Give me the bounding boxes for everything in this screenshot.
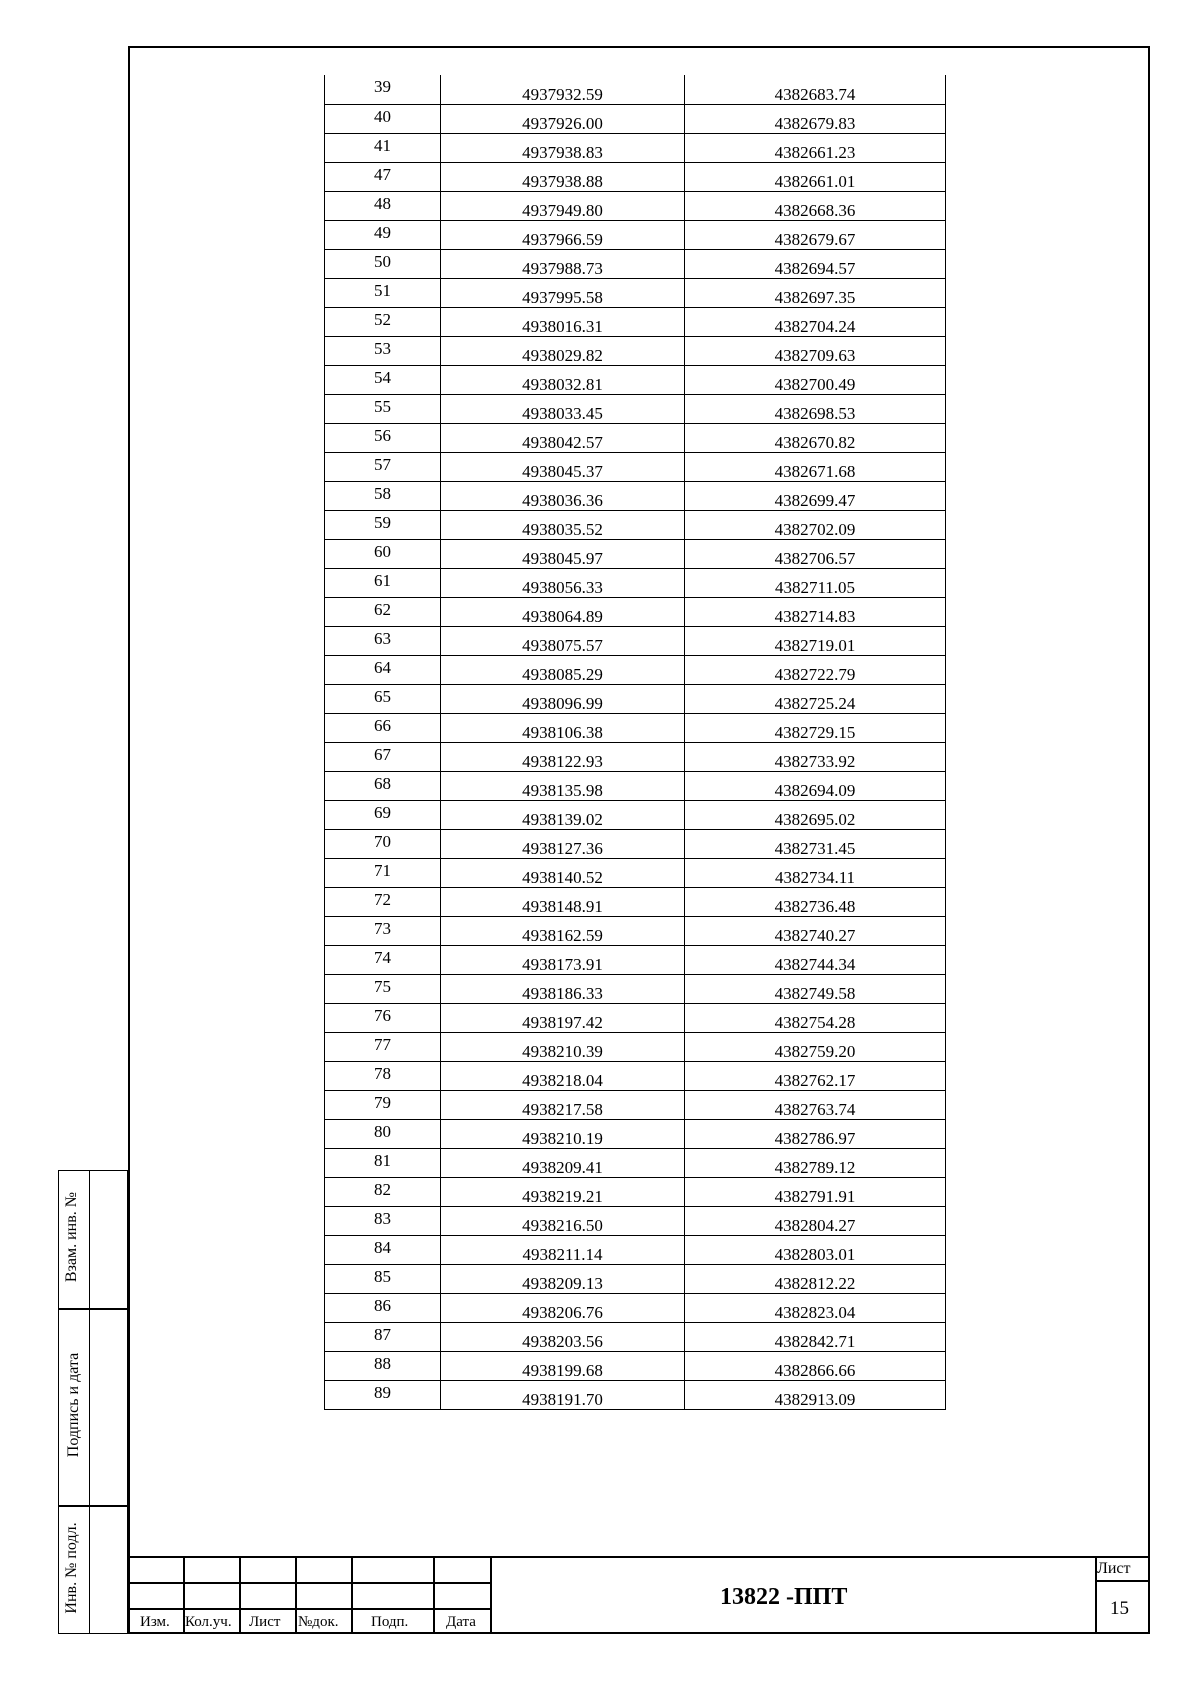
y-coordinate-cell: 4382913.09 [685, 1380, 946, 1409]
x-coordinate-cell: 4938197.42 [441, 1003, 685, 1032]
x-coordinate-cell: 4938199.68 [441, 1351, 685, 1380]
y-coordinate-cell: 4382733.92 [685, 742, 946, 771]
kol-uch-label: Кол.уч. [185, 1614, 232, 1630]
y-coordinate-cell: 4382697.35 [685, 278, 946, 307]
table-row [325, 191, 946, 220]
x-coordinate-cell: 4938209.41 [441, 1148, 685, 1177]
side-stamp-podpis-label: Подпись и дата [65, 1352, 82, 1458]
x-coordinate-cell: 4938135.98 [441, 771, 685, 800]
x-coordinate-cell: 4938042.57 [441, 423, 685, 452]
point-number-cell: 51 [325, 278, 441, 307]
y-coordinate-cell: 4382740.27 [685, 916, 946, 945]
point-number-cell: 79 [325, 1090, 441, 1119]
izm-label: Изм. [140, 1614, 170, 1630]
x-coordinate-cell: 4938029.82 [441, 336, 685, 365]
table-row [325, 1351, 946, 1380]
table-row [325, 510, 946, 539]
point-number-cell: 78 [325, 1061, 441, 1090]
x-coordinate-cell: 4938203.56 [441, 1322, 685, 1351]
table-row [325, 249, 946, 278]
y-coordinate-cell: 4382731.45 [685, 829, 946, 858]
point-number-cell: 71 [325, 858, 441, 887]
table-row [325, 800, 946, 829]
table-row [325, 1380, 946, 1409]
ndok-label: №док. [298, 1614, 339, 1630]
y-coordinate-cell: 4382661.01 [685, 162, 946, 191]
point-number-cell: 74 [325, 945, 441, 974]
y-coordinate-cell: 4382729.15 [685, 713, 946, 742]
y-coordinate-cell: 4382759.20 [685, 1032, 946, 1061]
point-number-cell: 76 [325, 1003, 441, 1032]
y-coordinate-cell: 4382671.68 [685, 452, 946, 481]
table-row [325, 162, 946, 191]
table-row [325, 1177, 946, 1206]
x-coordinate-cell: 4938064.89 [441, 597, 685, 626]
point-number-cell: 62 [325, 597, 441, 626]
side-divider [58, 1505, 128, 1507]
y-coordinate-cell: 4382866.66 [685, 1351, 946, 1380]
table-row [325, 945, 946, 974]
table-row [325, 1322, 946, 1351]
x-coordinate-cell: 4938036.36 [441, 481, 685, 510]
table-row [325, 684, 946, 713]
y-coordinate-cell: 4382736.48 [685, 887, 946, 916]
x-coordinate-cell: 4937926.00 [441, 104, 685, 133]
y-coordinate-cell: 4382725.24 [685, 684, 946, 713]
y-coordinate-cell: 4382722.79 [685, 655, 946, 684]
x-coordinate-cell: 4938045.37 [441, 452, 685, 481]
point-number-cell: 70 [325, 829, 441, 858]
list-label: Лист [249, 1614, 281, 1630]
x-coordinate-cell: 4938191.70 [441, 1380, 685, 1409]
point-number-cell: 89 [325, 1380, 441, 1409]
table-row [325, 133, 946, 162]
y-coordinate-cell: 4382679.83 [685, 104, 946, 133]
table-row [325, 742, 946, 771]
y-coordinate-cell: 4382706.57 [685, 539, 946, 568]
x-coordinate-cell: 4937988.73 [441, 249, 685, 278]
x-coordinate-cell: 4938216.50 [441, 1206, 685, 1235]
x-coordinate-cell: 4938217.58 [441, 1090, 685, 1119]
table-row [325, 278, 946, 307]
x-coordinate-cell: 4938210.19 [441, 1119, 685, 1148]
x-coordinate-cell: 4938035.52 [441, 510, 685, 539]
y-coordinate-cell: 4382762.17 [685, 1061, 946, 1090]
y-coordinate-cell: 4382700.49 [685, 365, 946, 394]
table-row [325, 655, 946, 684]
data-label: Дата [446, 1614, 476, 1630]
point-number-cell: 41 [325, 133, 441, 162]
title-block-col-line [433, 1556, 435, 1634]
x-coordinate-cell: 4938206.76 [441, 1293, 685, 1322]
title-block-top-line [128, 1556, 1150, 1558]
y-coordinate-cell: 4382670.82 [685, 423, 946, 452]
table-row [325, 916, 946, 945]
table-row [325, 104, 946, 133]
point-number-cell: 87 [325, 1322, 441, 1351]
title-block-col-line [490, 1556, 492, 1634]
sheet-label: Лист [1097, 1560, 1131, 1577]
x-coordinate-cell: 4937995.58 [441, 278, 685, 307]
point-number-cell: 69 [325, 800, 441, 829]
x-coordinate-cell: 4938085.29 [441, 655, 685, 684]
x-coordinate-cell: 4938045.97 [441, 539, 685, 568]
x-coordinate-cell: 4938173.91 [441, 945, 685, 974]
y-coordinate-cell: 4382683.74 [685, 75, 946, 104]
point-number-cell: 52 [325, 307, 441, 336]
side-divider [58, 1308, 128, 1310]
x-coordinate-cell: 4937938.83 [441, 133, 685, 162]
title-block-col-line [239, 1556, 241, 1634]
point-number-cell: 68 [325, 771, 441, 800]
x-coordinate-cell: 4937932.59 [441, 75, 685, 104]
table-row [325, 597, 946, 626]
podp-label: Подп. [371, 1614, 409, 1630]
point-number-cell: 77 [325, 1032, 441, 1061]
table-row [325, 452, 946, 481]
x-coordinate-cell: 4938016.31 [441, 307, 685, 336]
y-coordinate-cell: 4382711.05 [685, 568, 946, 597]
point-number-cell: 80 [325, 1119, 441, 1148]
title-block [128, 1556, 1150, 1634]
point-number-cell: 73 [325, 916, 441, 945]
x-coordinate-cell: 4937938.88 [441, 162, 685, 191]
y-coordinate-cell: 4382791.91 [685, 1177, 946, 1206]
table-row [325, 858, 946, 887]
point-number-cell: 53 [325, 336, 441, 365]
title-block-col-line [295, 1556, 297, 1634]
x-coordinate-cell: 4938218.04 [441, 1061, 685, 1090]
title-block-sheet-line [1095, 1580, 1150, 1582]
point-number-cell: 50 [325, 249, 441, 278]
table-row [325, 829, 946, 858]
y-coordinate-cell: 4382694.09 [685, 771, 946, 800]
table-row [325, 336, 946, 365]
x-coordinate-cell: 4938210.39 [441, 1032, 685, 1061]
x-coordinate-cell: 4938032.81 [441, 365, 685, 394]
x-coordinate-cell: 4938096.99 [441, 684, 685, 713]
point-number-cell: 47 [325, 162, 441, 191]
point-number-cell: 40 [325, 104, 441, 133]
point-number-cell: 84 [325, 1235, 441, 1264]
table-row [325, 974, 946, 1003]
table-row [325, 220, 946, 249]
x-coordinate-cell: 4938219.21 [441, 1177, 685, 1206]
table-row [325, 1235, 946, 1264]
x-coordinate-cell: 4938148.91 [441, 887, 685, 916]
x-coordinate-cell: 4938127.36 [441, 829, 685, 858]
y-coordinate-cell: 4382679.67 [685, 220, 946, 249]
point-number-cell: 83 [325, 1206, 441, 1235]
y-coordinate-cell: 4382668.36 [685, 191, 946, 220]
y-coordinate-cell: 4382763.74 [685, 1090, 946, 1119]
x-coordinate-cell: 4938209.13 [441, 1264, 685, 1293]
x-coordinate-cell: 4938106.38 [441, 713, 685, 742]
point-number-cell: 58 [325, 481, 441, 510]
y-coordinate-cell: 4382661.23 [685, 133, 946, 162]
x-coordinate-cell: 4938139.02 [441, 800, 685, 829]
side-stamp-vzam-label: Взам. инв. № [63, 1191, 80, 1283]
table-row [325, 1061, 946, 1090]
point-number-cell: 75 [325, 974, 441, 1003]
point-number-cell: 66 [325, 713, 441, 742]
point-number-cell: 88 [325, 1351, 441, 1380]
y-coordinate-cell: 4382698.53 [685, 394, 946, 423]
y-coordinate-cell: 4382842.71 [685, 1322, 946, 1351]
point-number-cell: 82 [325, 1177, 441, 1206]
table-row [325, 1032, 946, 1061]
y-coordinate-cell: 4382719.01 [685, 626, 946, 655]
point-number-cell: 39 [325, 75, 441, 104]
y-coordinate-cell: 4382734.11 [685, 858, 946, 887]
x-coordinate-cell: 4938140.52 [441, 858, 685, 887]
point-number-cell: 85 [325, 1264, 441, 1293]
table-row [325, 1090, 946, 1119]
table-row [325, 1119, 946, 1148]
y-coordinate-cell: 4382789.12 [685, 1148, 946, 1177]
point-number-cell: 56 [325, 423, 441, 452]
x-coordinate-cell: 4938033.45 [441, 394, 685, 423]
coordinates-table [324, 75, 946, 1410]
y-coordinate-cell: 4382749.58 [685, 974, 946, 1003]
y-coordinate-cell: 4382699.47 [685, 481, 946, 510]
table-row [325, 568, 946, 597]
point-number-cell: 63 [325, 626, 441, 655]
point-number-cell: 81 [325, 1148, 441, 1177]
x-coordinate-cell: 4938056.33 [441, 568, 685, 597]
point-number-cell: 49 [325, 220, 441, 249]
y-coordinate-cell: 4382709.63 [685, 336, 946, 365]
table-row [325, 1293, 946, 1322]
point-number-cell: 54 [325, 365, 441, 394]
point-number-cell: 72 [325, 887, 441, 916]
y-coordinate-cell: 4382694.57 [685, 249, 946, 278]
y-coordinate-cell: 4382695.02 [685, 800, 946, 829]
table-row [325, 771, 946, 800]
title-block-col-line [351, 1556, 353, 1634]
table-row [325, 1206, 946, 1235]
y-coordinate-cell: 4382804.27 [685, 1206, 946, 1235]
x-coordinate-cell: 4937966.59 [441, 220, 685, 249]
y-coordinate-cell: 4382786.97 [685, 1119, 946, 1148]
y-coordinate-cell: 4382812.22 [685, 1264, 946, 1293]
point-number-cell: 67 [325, 742, 441, 771]
table-row [325, 1148, 946, 1177]
x-coordinate-cell: 4938211.14 [441, 1235, 685, 1264]
table-row [325, 481, 946, 510]
y-coordinate-cell: 4382744.34 [685, 945, 946, 974]
x-coordinate-cell: 4938122.93 [441, 742, 685, 771]
point-number-cell: 61 [325, 568, 441, 597]
table-row [325, 1264, 946, 1293]
point-number-cell: 65 [325, 684, 441, 713]
y-coordinate-cell: 4382823.04 [685, 1293, 946, 1322]
point-number-cell: 64 [325, 655, 441, 684]
document-code: 13822 -ППТ [720, 1584, 848, 1610]
table-row [325, 539, 946, 568]
point-number-cell: 48 [325, 191, 441, 220]
table-row [325, 365, 946, 394]
point-number-cell: 60 [325, 539, 441, 568]
x-coordinate-cell: 4938162.59 [441, 916, 685, 945]
table-row [325, 423, 946, 452]
table-row [325, 75, 946, 104]
table-row [325, 887, 946, 916]
side-stamp-inv-label: Инв. № подл. [63, 1522, 80, 1614]
point-number-cell: 57 [325, 452, 441, 481]
y-coordinate-cell: 4382803.01 [685, 1235, 946, 1264]
table-row [325, 307, 946, 336]
x-coordinate-cell: 4938075.57 [441, 626, 685, 655]
x-coordinate-cell: 4937949.80 [441, 191, 685, 220]
table-row [325, 394, 946, 423]
table-row [325, 1003, 946, 1032]
y-coordinate-cell: 4382754.28 [685, 1003, 946, 1032]
point-number-cell: 59 [325, 510, 441, 539]
sheet-number: 15 [1110, 1598, 1129, 1619]
point-number-cell: 55 [325, 394, 441, 423]
y-coordinate-cell: 4382704.24 [685, 307, 946, 336]
table-row [325, 713, 946, 742]
y-coordinate-cell: 4382714.83 [685, 597, 946, 626]
point-number-cell: 86 [325, 1293, 441, 1322]
y-coordinate-cell: 4382702.09 [685, 510, 946, 539]
x-coordinate-cell: 4938186.33 [441, 974, 685, 1003]
table-row [325, 626, 946, 655]
side-stamp-value-column [88, 1170, 128, 1634]
